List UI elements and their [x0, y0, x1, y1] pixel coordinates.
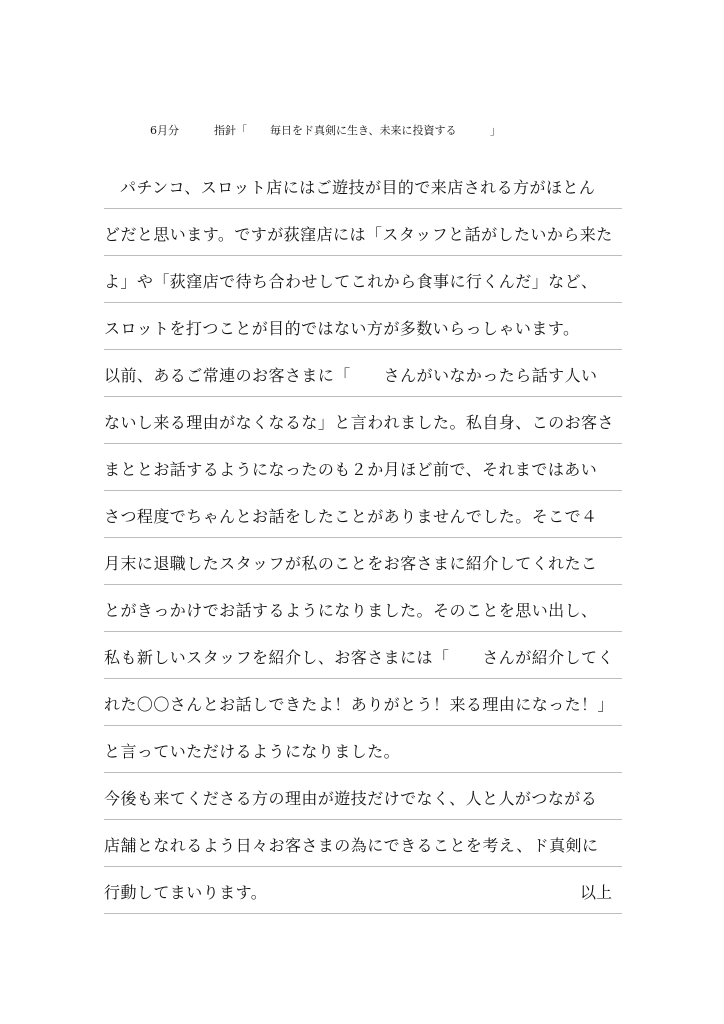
text-line — [104, 867, 622, 914]
line-text: よ」や「荻窪店で待ち合わせしてこれから食事に行くんだ」など、 — [104, 272, 598, 291]
line-text: 以前、あるご常連のお客さまに「 さんがいなかったら話す人い — [104, 366, 598, 385]
text-line — [104, 209, 622, 256]
text-line — [104, 256, 622, 303]
line-text: スロットを打つことが目的ではない方が多数いらっしゃいます。 — [104, 319, 580, 338]
line-text: 私も新しいスタッフを紹介し、お客さまには「 さんが紹介してく — [104, 648, 614, 667]
line-text: どだと思います。ですが荻窪店には「スタッフと話がしたいから来た — [104, 225, 613, 244]
text-line — [104, 726, 622, 773]
line-text: とがきっかけでお話するようになりました。そのことを思い出し、 — [104, 601, 598, 620]
closing-word: 以上 — [579, 883, 612, 902]
line-text: ないし来る理由がなくなるな」と言われました。私自身、このお客さ — [104, 413, 614, 432]
header-closing-bracket: 」 — [490, 124, 501, 137]
line-text: 行動してまいります。 — [104, 883, 268, 902]
line-text: 今後も来てくださる方の理由が遊技だけでなく、人と人がつながる — [104, 789, 598, 808]
line-text: れた〇〇さんとお話しできたよ！ありがとう！来る理由になった！」 — [104, 695, 614, 714]
text-line — [104, 538, 622, 585]
document-header — [0, 122, 724, 142]
line-text: まととお話するようになったのも２か月ほど前で、それまではあい — [104, 460, 598, 479]
header-month: 6月分 — [150, 124, 179, 137]
text-line — [104, 162, 622, 209]
text-line — [104, 397, 622, 444]
text-line — [104, 350, 622, 397]
text-line — [104, 773, 622, 820]
text-line — [104, 632, 622, 679]
text-line — [104, 444, 622, 491]
header-guideline-label: 指針「 — [214, 124, 247, 137]
line-text: 店舗となれるよう日々お客さまの為にできることを考え、ド真剣に — [104, 836, 599, 855]
text-line — [104, 303, 622, 350]
text-line — [104, 679, 622, 726]
line-text: 月末に退職したスタッフが私のことをお客さまに紹介してくれたこ — [104, 554, 598, 573]
line-text: パチンコ、スロット店にはご遊技が目的で来店される方がほとん — [120, 178, 596, 197]
text-line — [104, 585, 622, 632]
line-text: と言っていただけるようになりました。 — [104, 742, 401, 761]
ruled-text-body — [104, 162, 622, 914]
header-motto: 毎日をド真剣に生き、未来に投資する — [270, 124, 457, 137]
line-text: さつ程度でちゃんとお話をしたことがありませんでした。そこで４ — [104, 507, 598, 526]
text-line — [104, 820, 622, 867]
text-line — [104, 491, 622, 538]
